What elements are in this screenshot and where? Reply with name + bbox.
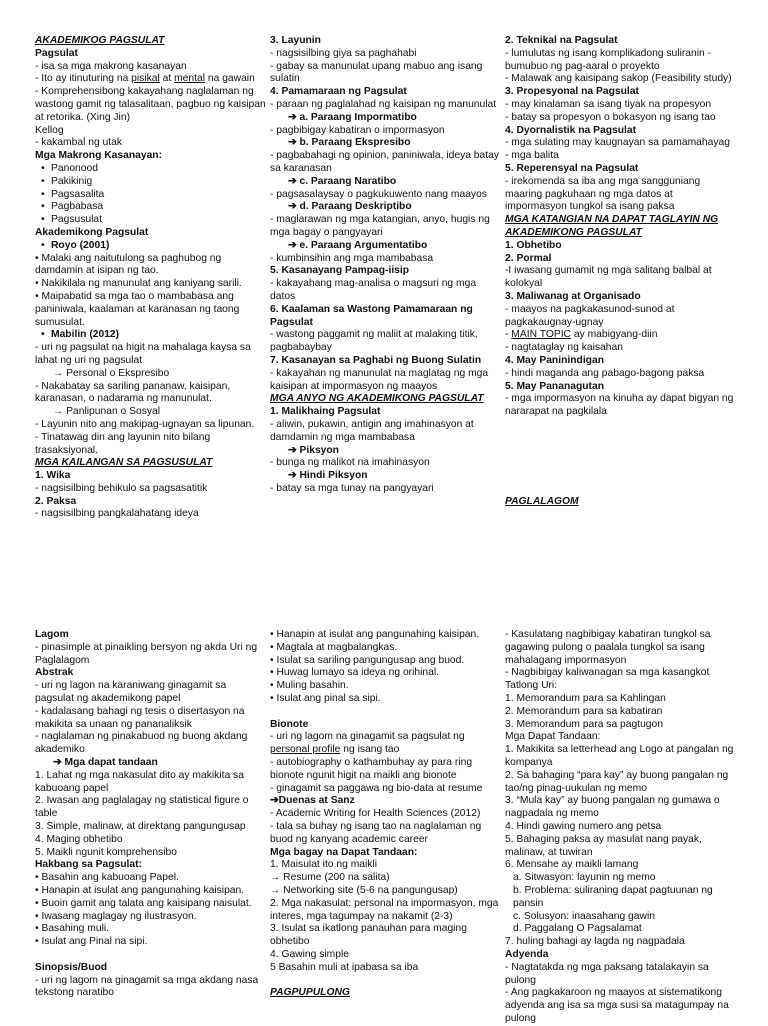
text-line: - bunga ng malikot na imahinasyon xyxy=(270,457,430,469)
subheading: 5. Reperensyal na Pagsulat xyxy=(505,162,639,174)
text-line: - Kasulatang nagbibigay kabatiran tungkol sa gagawing pulong o paalala tungkol sa isang mahalagang impormasyon xyxy=(505,629,711,666)
text-line: - isa sa mga makrong kasanayan xyxy=(35,60,187,72)
text-line: • Hanapin at isulat ang pangunahing kaisipan. xyxy=(270,629,480,640)
text-line: - pagsasalaysay o pagkukuwento nang maayos xyxy=(270,188,487,200)
text-line: Mga Dapat Tandaan: xyxy=(505,731,601,743)
subheading: 4. May Paninindigan xyxy=(505,354,604,366)
text-line: 3. Simple, malinaw, at direktang pangungusap xyxy=(35,820,246,832)
spacer xyxy=(270,706,502,719)
text-line: 3. Memorandum para sa pagtugon xyxy=(505,718,663,730)
text-line: - nagsisilbing pangkalahatang ideya xyxy=(35,508,199,520)
indented-item: d. Paggalang O Pagsalamat xyxy=(513,923,642,935)
indented-item: a. Sitwasyon: layunin ng memo xyxy=(513,872,656,884)
section-heading: MGA ANYO NG AKADEMIKONG PAGSULAT xyxy=(270,393,484,405)
text-line: - kumbinsihin ang mga mambabasa xyxy=(270,252,434,264)
subheading: 4. Pamamaraan ng Pagsulat xyxy=(270,86,407,98)
text-line: - uri ng pagsulat na higit na mahalaga kaysa sa lahat ng uri ng pagsulat xyxy=(35,342,251,366)
text-line: 2. Sa bahaging “para kay” ay buong pangalan ng tao/ng pinag-uukulan ng memo xyxy=(505,769,729,794)
text-fragment: na gawain xyxy=(205,73,255,85)
text-line: • Magtala at magbalangkas. xyxy=(270,641,398,653)
text-line: 1. Maisulat ito ng maikli xyxy=(270,859,378,871)
subheading: Lagom xyxy=(35,629,69,640)
column-bottom-left xyxy=(35,629,267,1000)
subheading: Bionote xyxy=(270,718,309,730)
text-line xyxy=(35,73,267,86)
subheading: 5. Kasanayang Pampag-iisip xyxy=(270,265,410,277)
text-line: → Networking site (5-6 na pangungusap) xyxy=(270,884,458,896)
text-line: • Basahing muli. xyxy=(35,923,110,935)
text-line: - Ang pagkakaroon ng maayos at sistematikong adyenda ang isa sa mga susi sa matagumpay na pulong xyxy=(505,987,729,1024)
arrow-subheading: ➔ e. Paraang Argumentatibo xyxy=(288,239,428,251)
text-line: - Malawak ang kaisipang sakop (Feasibility study) xyxy=(505,73,732,85)
spacer xyxy=(505,457,737,470)
text-fragment: - uri ng lagom na ginagamit sa pagsulat ng xyxy=(270,731,465,743)
arrow-subheading: ➔ b. Paraang Ekspresibo xyxy=(288,137,411,149)
text-line: -I iwasang gumamit ng mga salitang balbal at kolokyal xyxy=(505,265,712,290)
subheading: Adyenda xyxy=(505,948,549,960)
text-line: - paraan ng paglalahad ng kaisipan ng manunulat xyxy=(270,98,497,110)
bullet-item: • Pakikinig xyxy=(35,176,267,189)
text-line: - batay sa mga tunay na pangyayari xyxy=(270,482,434,494)
text-line: - nagtataglay ng kaisahan xyxy=(505,342,623,354)
indented-item: b. Problema: suliraning dapat pagtuunan ng pansin xyxy=(513,884,713,909)
text-line: - hindi maganda ang pabago-bagong paksa xyxy=(505,367,705,379)
section-heading: PAGLALAGOM xyxy=(505,495,579,507)
subheading: 1. Malikhaing Pagsulat xyxy=(270,406,381,418)
text-line: - Academic Writing for Health Sciences (2012) xyxy=(270,808,481,820)
arrow-subheading: ➔ Mga dapat tandaan xyxy=(53,756,158,768)
text-line: 4. Maging obhetibo xyxy=(35,833,123,845)
text-line: - naglalaman ng pinakabuod ng buong akdang akademiko xyxy=(35,731,248,756)
text-line: - kakambal ng utak xyxy=(35,137,122,149)
text-line: - pagbibigay kabatiran o impormasyon xyxy=(270,124,445,136)
text-line: - gabay sa manunulat upang mabuo ang isang sulatin xyxy=(270,60,483,85)
subheading: 3. Propesyonal na Pagsulat xyxy=(505,86,639,98)
subheading: Mga Makrong Kasanayan: xyxy=(35,150,163,162)
subheading: 5. May Pananagutan xyxy=(505,380,604,392)
spacer xyxy=(35,949,267,962)
text-fragment: - Ito ay itinuturing na xyxy=(35,73,132,85)
text-line: - Nagtatakda ng mga paksang tatalakayin sa pulong xyxy=(505,961,709,986)
text-fragment: ay mabigyang-diin xyxy=(571,329,658,341)
spacer xyxy=(505,470,737,483)
subheading: 3. Layunin xyxy=(270,35,321,46)
section-heading: MGA KAILANGAN SA PAGSUSULAT xyxy=(35,457,213,469)
spacer xyxy=(505,432,737,445)
text-line: 1. Makikita sa letterhead ang Logo at pangalan ng kompanya xyxy=(505,744,734,768)
text-line: - maayos na pagkakasunod-sunod at pagkakaugnay-ugnay xyxy=(505,303,675,328)
text-line: • Huwag lumayo sa ideya ng orihinal. xyxy=(270,667,440,679)
text-line: - nagsisilbing behikulo sa pagsasatitik xyxy=(35,482,208,494)
text-line: - batay sa propesyon o bokasyon ng isang tao xyxy=(505,111,716,123)
text-line: - mga sulating may kaugnayan sa pamamahayag xyxy=(505,137,730,149)
spacer xyxy=(270,975,502,988)
text-line: - aliwin, pukawin, antigin ang imahinasyon at damdamin ng mga mambabasa xyxy=(270,418,474,443)
bullet-subheading: • Royo (2001) xyxy=(35,240,267,253)
text-line xyxy=(270,731,502,757)
text-line: - uri ng lagom na ginagamit sa mga akdang nasa tekstong naratibo xyxy=(35,974,259,999)
text-line: - autobiography o kathambuhay ay para ring bionote ngunit higit na maikli ang bionote xyxy=(270,756,473,781)
text-line: 2. Iwasan ang paglalagay ng statistical figure o table xyxy=(35,795,249,820)
bullet-item: • Pagsusulat xyxy=(35,214,267,227)
bullet-subheading: • Mabilin (2012) xyxy=(35,329,267,342)
text-line: - Nakabatay sa sariling pananaw, kaisipan, karanasan, o nadarama ng manunulat. xyxy=(35,380,231,405)
subheading: Hakbang sa Pagsulat: xyxy=(35,859,143,871)
column-top-middle xyxy=(270,35,502,496)
text-line: 2. Mga nakasulat: personal na impormasyon, mga interes, mga tagumpay na nakamit (2-3) xyxy=(270,897,499,922)
text-line: • Nakikilala ng manunulat ang kaniyang sarili. xyxy=(35,278,242,290)
arrow-subheading: ➔ a. Paraang Impormatibo xyxy=(288,111,417,123)
spacer xyxy=(505,483,737,496)
text-line: - maglarawan ng mga katangian, anyo, hugis ng mga bagay o pangyayari xyxy=(270,214,490,238)
text-line: 7. huling bahagi ay lagda ng nagpadala xyxy=(505,936,685,948)
text-line: - ginagamit sa paggawa ng bio-data at resume xyxy=(270,782,483,794)
column-bottom-right xyxy=(505,629,737,1026)
text-line: • Muling basahin. xyxy=(270,680,349,692)
spacer xyxy=(505,445,737,458)
text-line: → Resume (200 na salita) xyxy=(270,872,390,884)
column-bottom-middle xyxy=(270,629,502,1000)
text-line: 1. Lahat ng mga nakasulat dito ay makikita sa kabuoang papel xyxy=(35,769,244,794)
subheading: 7. Kasanayan sa Paghabi ng Buong Sulatin xyxy=(270,354,482,366)
subheading: 2. Paksa xyxy=(35,495,77,507)
text-line: - may kinalaman sa isang tiyak na propesyon xyxy=(505,98,712,110)
column-top-left xyxy=(35,35,267,521)
underlined-term: personal profile xyxy=(270,744,341,756)
text-line: - lumulutas ng isang komplikadong suliranin -bumubuo ng pag-aaral o proyekto xyxy=(505,47,712,72)
text-line: - wastong paggamit ng maliit at malaking titik, pagbabaybay xyxy=(270,329,478,354)
text-line: 3. “Mula kay” ay buong pangalan ng gumawa o nagpadala ng memo xyxy=(505,795,720,820)
subheading: 2. Teknikal na Pagsulat xyxy=(505,35,618,46)
text-line: - mga balita xyxy=(505,150,559,162)
text-line: • Isulat ang Pinal na sipi. xyxy=(35,936,148,948)
text-line: - Komprehensibong kakayahang naglalaman ng wastong gamit ng talasalitaan, pagbuo ng kaisipan at retorika. (Xing Jin) xyxy=(35,86,266,123)
arrow-item: → Personal o Ekspresibo xyxy=(53,367,170,379)
subheading: 6. Kaalaman sa Wastong Pamamaraan ng Pagsulat xyxy=(270,303,473,328)
text-line: • Iwasang maglagay ng ilustrasyon. xyxy=(35,910,197,922)
subheading: 2. Pormal xyxy=(505,252,552,264)
text-line: - nagsisilbing giya sa paghahabi xyxy=(270,47,417,59)
text-line: Kellog xyxy=(35,124,64,136)
text-line: 5 Basahin muli at ipabasa sa iba xyxy=(270,961,419,973)
subheading: Sinopsis/Buod xyxy=(35,961,108,973)
text-line: - mga impormasyon na kinuha ay dapat bigyan ng nararapat na pagkilala xyxy=(505,393,734,418)
arrow-subheading: ➔ c. Paraang Naratibo xyxy=(288,175,397,187)
subheading: ➔Duenas at Sanz xyxy=(270,795,355,807)
text-line: - kakayahan ng manunulat na maglatag ng mga kaisipan at impormasyon ng maayos xyxy=(270,367,489,392)
text-line: - pagbabahagi ng opinion, paniniwala, ideya batay sa karanasan xyxy=(270,150,499,174)
text-line: • Hanapin at isulat ang pangunahing kaisipan. xyxy=(35,884,245,896)
text-line xyxy=(505,329,737,342)
arrow-item: → Panlipunan o Sosyal xyxy=(53,406,161,418)
text-line: - irekomenda sa iba ang mga sangguniang maaring pagkuhaan ng mga datos at impormasyon tungkol sa isang paksa xyxy=(505,175,701,213)
subheading: Abstrak xyxy=(35,667,74,679)
subheading: 3. Maliwanag at Organisado xyxy=(505,290,641,302)
text-line: • Malaki ang naitutulong sa paghubog ng damdamin at isipan ng tao. xyxy=(35,252,222,277)
section-heading: AKADEMIKOG PAGSULAT xyxy=(35,35,165,46)
text-line: - pinasimple at pinaikling bersyon ng akda Uri ng Paglalagom xyxy=(35,641,258,666)
text-fragment: at xyxy=(159,73,175,85)
bullet-item: • Pagsasalita xyxy=(35,189,267,202)
section-heading: PAGPUPULONG xyxy=(270,987,350,999)
text-line: • Maipabatid sa mga tao o mambabasa ang paniniwala, kaalaman at karanasan ng taong sumusulat. xyxy=(35,290,240,328)
arrow-subheading: ➔ Piksyon xyxy=(288,444,339,456)
text-line: • Isulat ang pinal sa sipi. xyxy=(270,692,381,704)
text-line: - uri ng lagon na karaniwang ginagamit sa pagsulat ng akademikong papel xyxy=(35,680,227,704)
spacer xyxy=(505,419,737,432)
bullet-item: • Pagbabasa xyxy=(35,201,267,214)
text-line: - Tinatawag din ang layunin nito bilang trasaksiyonal. xyxy=(35,431,211,456)
underlined-term: pisikal xyxy=(131,73,160,85)
arrow-subheading: ➔ d. Paraang Deskriptibo xyxy=(288,201,412,213)
text-line: • Isulat sa sariling pangungusap ang buod. xyxy=(270,654,465,666)
text-line: 6. Mensahe ay maikli lamang xyxy=(505,859,639,871)
text-line: • Basahin ang kabuoang Papel. xyxy=(35,872,179,884)
text-line: - kadalasang bahagi ng tesis o disertasyon na makikita sa unaan ng pananaliksik xyxy=(35,705,245,730)
text-line: - tala sa buhay ng isang tao na naglalaman ng buod ng kanyang academic career xyxy=(270,820,482,845)
text-line: 4. Hindi gawing numero ang petsa xyxy=(505,820,662,832)
bullet-item: • Panonood xyxy=(35,163,267,176)
text-line: 5. Maikli ngunit komprehensibo xyxy=(35,846,177,858)
indented-item: c. Solusyon: inaasahang gawin xyxy=(513,910,655,922)
text-line: - kakayahang mag-analisa o magsuri ng mga datos xyxy=(270,278,477,302)
text-line: 3. Isulat sa ikatlong panauhan para maging obhetibo xyxy=(270,923,467,948)
subheading: Mga bagay na Dapat Tandaan: xyxy=(270,846,418,858)
arrow-subheading: ➔ Hindi Piksyon xyxy=(288,470,368,482)
text-line: - Layunin nito ang makipag-ugnayan sa lipunan. xyxy=(35,418,255,430)
text-line: • Buoin gamit ang talata ang kaisipang naisulat. xyxy=(35,897,252,909)
subheading: 4. Dyornalistik na Pagsulat xyxy=(505,124,637,136)
underlined-term: mental xyxy=(174,73,206,85)
text-fragment: - xyxy=(505,329,512,341)
subheading: 1. Wika xyxy=(35,470,71,482)
text-line: 5. Bahaging paksa ay masulat nang payak, malinaw, at tuwiran xyxy=(505,833,702,858)
text-line: 1. Memorandum para sa Kahlingan xyxy=(505,692,666,704)
subheading: Akademikong Pagsulat xyxy=(35,226,149,238)
text-line: 2. Memorandum para sa kabatiran xyxy=(505,705,663,717)
text-line: - Nagbibigay kaliwanagan sa mga kasangkot Tatlong Uri: xyxy=(505,667,710,692)
text-fragment: ng isang tao xyxy=(340,744,400,756)
text-line: 4. Gawing simple xyxy=(270,948,349,960)
subheading: Pagsulat xyxy=(35,47,78,59)
subheading: 1. Obhetibo xyxy=(505,239,562,251)
column-top-right xyxy=(505,35,737,508)
section-heading: MGA KATANGIAN NA DAPAT TAGLAYIN NG AKADEMIKONG PAGSULAT xyxy=(505,214,719,238)
underlined-term: MAIN TOPIC xyxy=(511,329,571,341)
